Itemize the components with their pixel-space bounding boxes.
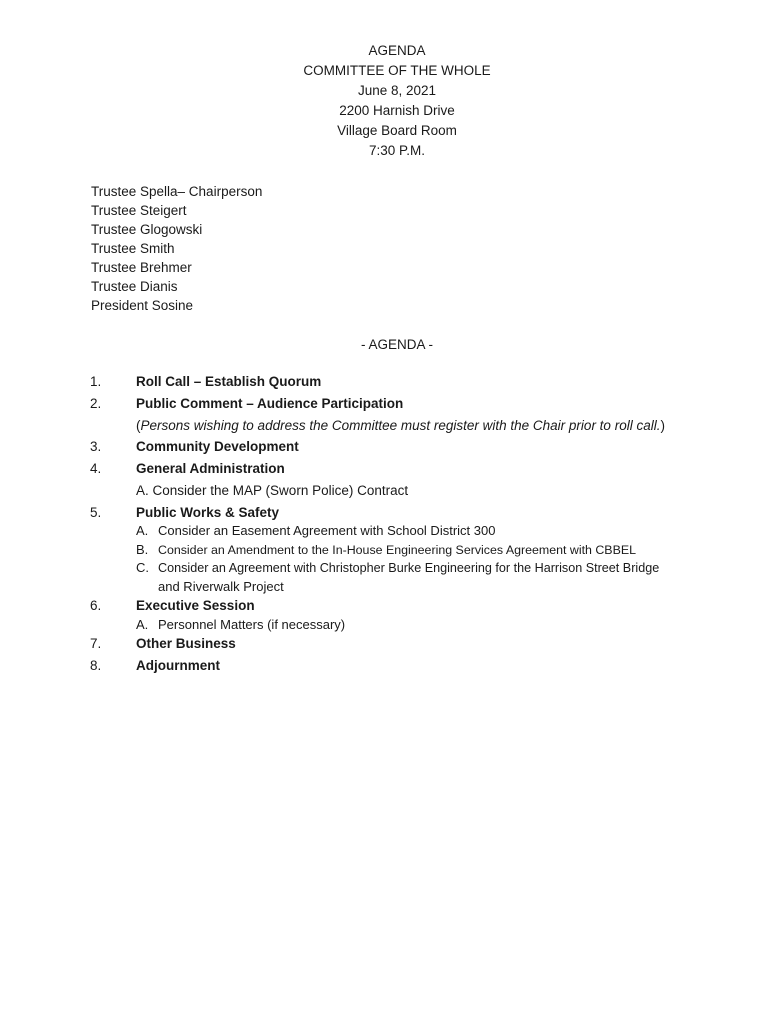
- header-room: Village Board Room: [337, 123, 457, 138]
- item-number: 2.: [90, 396, 102, 411]
- item-title: Other Business: [136, 636, 236, 651]
- subitem-text-continued: and Riverwalk Project: [158, 579, 284, 594]
- note-text: Persons wishing to address the Committee must register with the Chair prior to roll call.: [140, 418, 661, 433]
- members-list: [91, 182, 262, 315]
- item-title: Public Comment – Audience Participation: [136, 396, 404, 411]
- item-title: Community Development: [136, 439, 299, 454]
- item-title: Public Works & Safety: [136, 505, 280, 520]
- subitem-text: Consider an Agreement with Christopher Burke Engineering for the Harrison Street Bridge: [158, 561, 660, 575]
- item-title: Executive Session: [136, 598, 255, 613]
- item-number: 8.: [90, 658, 102, 673]
- item-title: Adjournment: [136, 658, 220, 673]
- item-number: 6.: [90, 598, 102, 613]
- header-committee: COMMITTEE OF THE WHOLE: [303, 63, 491, 78]
- header-time: 7:30 P.M.: [368, 143, 426, 158]
- item-number: 3.: [90, 439, 102, 454]
- item-number: 1.: [90, 374, 102, 389]
- agenda-header: [0, 41, 770, 161]
- item-number: 7.: [90, 636, 102, 651]
- subitem-text: Consider an Amendment to the In-House Engineering Services Agreement with CBBEL: [158, 543, 636, 557]
- item-number: 5.: [90, 505, 102, 520]
- member-item: Trustee Spella– Chairperson: [91, 184, 263, 199]
- member-item: Trustee Dianis: [91, 279, 178, 294]
- item-title: Roll Call – Establish Quorum: [136, 374, 322, 389]
- subitem-letter: A.: [136, 523, 149, 538]
- item-subitem: A. Consider the MAP (Sworn Police) Contract: [136, 483, 409, 498]
- subitem-letter: C.: [136, 560, 149, 575]
- note-open-paren: (: [136, 418, 141, 433]
- header-title: AGENDA: [368, 43, 426, 58]
- member-item: Trustee Smith: [91, 241, 175, 256]
- member-item: Trustee Brehmer: [91, 260, 192, 275]
- member-item: Trustee Steigert: [91, 203, 187, 218]
- member-item: Trustee Glogowski: [91, 222, 203, 237]
- subitem-letter: B.: [136, 542, 149, 557]
- item-title: General Administration: [136, 461, 285, 476]
- member-item: President Sosine: [91, 298, 194, 313]
- item-note: [136, 417, 665, 435]
- header-address: 2200 Harnish Drive: [339, 103, 455, 118]
- header-date: June 8, 2021: [357, 83, 437, 98]
- subitem-letter: A.: [136, 617, 149, 632]
- item-number: 4.: [90, 461, 102, 476]
- subitem-text: Personnel Matters (if necessary): [158, 617, 346, 632]
- note-close-paren: ): [660, 418, 665, 433]
- subitem-text: Consider an Easement Agreement with School District 300: [158, 523, 496, 538]
- agenda-section-heading: - AGENDA -: [360, 337, 433, 352]
